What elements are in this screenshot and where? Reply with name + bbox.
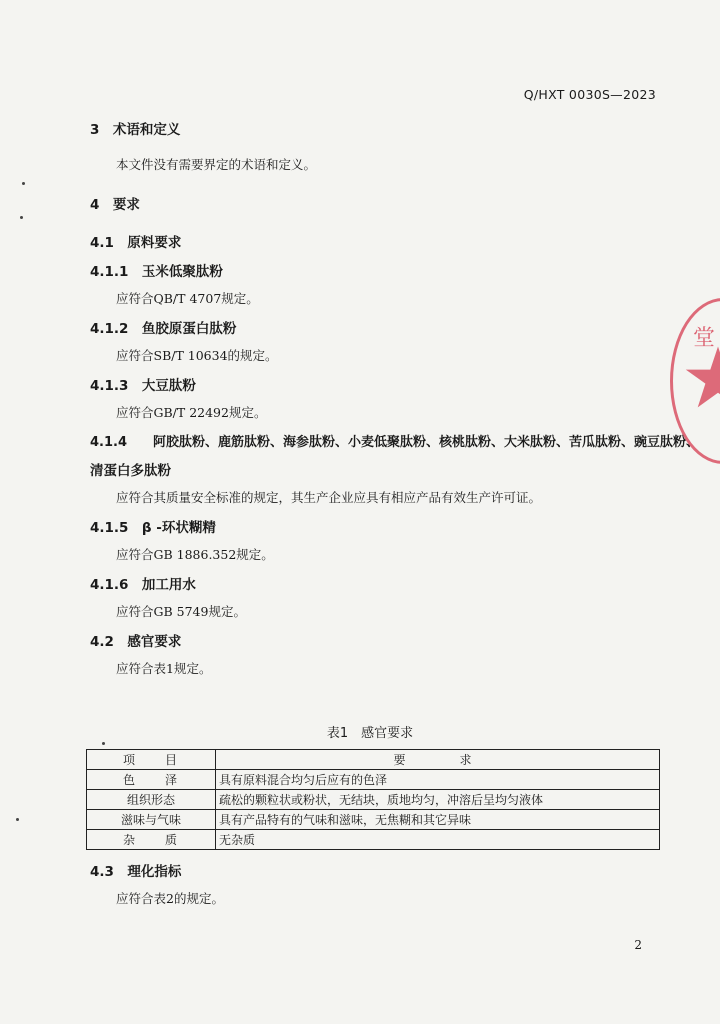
section-4-1-2-heading: 4.1.2 鱼胶原蛋白肽粉 xyxy=(90,321,237,337)
section-4-1-1-body: 应符合QB/T 4707规定。 xyxy=(116,291,259,306)
table-cell-requirement: 具有产品特有的气味和滋味，无焦糊和其它异味 xyxy=(216,810,660,830)
section-4-1-3-heading: 4.1.3 大豆肽粉 xyxy=(90,378,196,394)
sensory-requirements-table xyxy=(86,749,660,850)
table-header-row xyxy=(87,750,660,770)
section-4-1-4-heading-line2: 清蛋白多肽粉 xyxy=(90,463,171,479)
section-3-heading: 3 术语和定义 xyxy=(90,122,181,138)
table-row xyxy=(87,830,660,850)
section-3-body: 本文件没有需要界定的术语和定义。 xyxy=(116,157,317,172)
table-row xyxy=(87,810,660,830)
section-4-1-4-body: 应符合其质量安全标准的规定，其生产企业应具有相应产品有效生产许可证。 xyxy=(116,490,542,505)
table-cell-requirement: 无杂质 xyxy=(216,830,660,850)
section-4-2-heading: 4.2 感官要求 xyxy=(90,634,182,650)
table-row xyxy=(87,790,660,810)
section-4-3-body: 应符合表2的规定。 xyxy=(116,891,224,906)
section-4-1-1-heading: 4.1.1 玉米低聚肽粉 xyxy=(90,264,223,280)
section-4-1-6-body: 应符合GB 5749规定。 xyxy=(116,604,246,619)
table-cell-requirement: 疏松的颗粒状或粉状，无结块，质地均匀，冲溶后呈均匀液体 xyxy=(216,790,660,810)
scan-speck xyxy=(20,216,23,219)
table-cell-requirement: 具有原料混合均匀后应有的色泽 xyxy=(216,770,660,790)
page-number: 2 xyxy=(634,938,642,952)
table-row xyxy=(87,770,660,790)
section-4-1-4-heading-line1: 4.1.4 阿胶肽粉、鹿筋肽粉、海参肽粉、小麦低聚肽粉、核桃肽粉、大米肽粉、苦瓜肽粉、豌豆肽粉、 xyxy=(90,435,700,450)
section-4-1-3-body: 应符合GB/T 22492规定。 xyxy=(116,405,267,420)
table-header-requirement: 要 求 xyxy=(216,750,660,770)
seal-text: 堂 xyxy=(693,326,716,351)
table-1-title: 表1 感官要求 xyxy=(326,726,414,741)
section-4-1-5-heading: 4.1.5 β -环状糊精 xyxy=(90,520,216,536)
section-4-2-body: 应符合表1规定。 xyxy=(116,661,212,676)
section-4-heading: 4 要求 xyxy=(90,197,140,213)
table-header-item: 项 目 xyxy=(87,750,216,770)
section-4-1-5-body: 应符合GB 1886.352规定。 xyxy=(116,547,274,562)
scan-speck xyxy=(16,818,19,821)
section-4-1-2-body: 应符合SB/T 10634的规定。 xyxy=(116,348,278,363)
document-code: Q/HXT 0030S—2023 xyxy=(523,87,656,102)
section-4-1-heading: 4.1 原料要求 xyxy=(90,235,182,251)
seal-star-icon xyxy=(683,343,720,413)
section-4-1-6-heading: 4.1.6 加工用水 xyxy=(90,577,196,593)
table-cell-item: 色 泽 xyxy=(87,770,216,790)
scan-speck xyxy=(22,182,25,185)
table-cell-item: 杂 质 xyxy=(87,830,216,850)
scan-speck xyxy=(102,742,105,745)
section-4-3-heading: 4.3 理化指标 xyxy=(90,864,182,880)
table-cell-item: 滋味与气味 xyxy=(87,810,216,830)
table-cell-item: 组织形态 xyxy=(87,790,216,810)
